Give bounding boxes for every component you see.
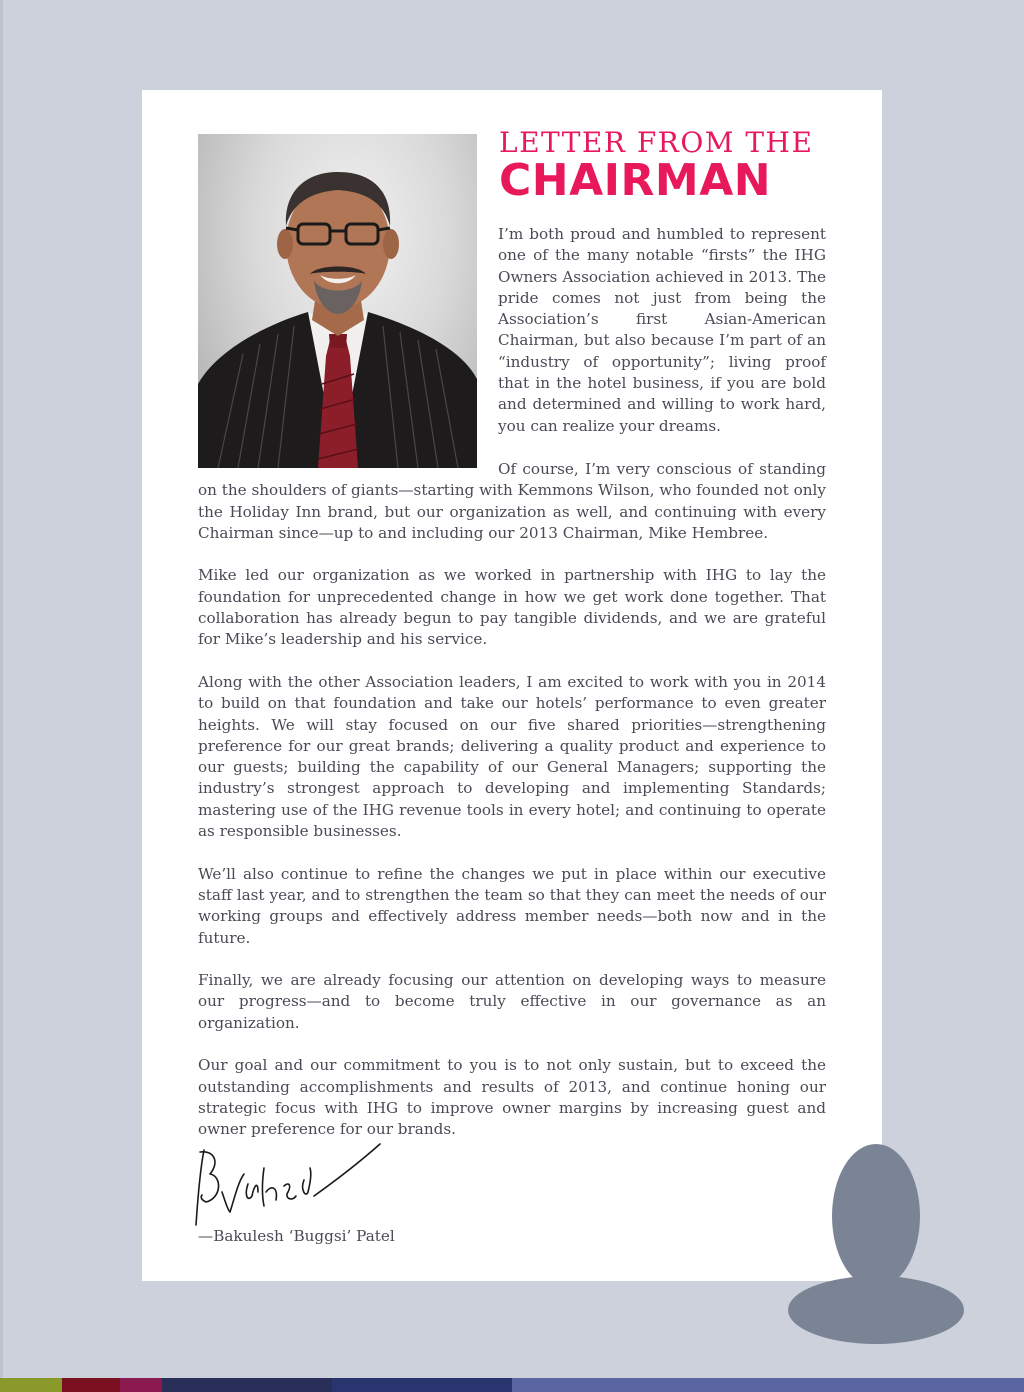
color-bar-segment — [162, 1378, 332, 1392]
signer-name: —Bakulesh ‘Buggsi’ Patel — [198, 1227, 395, 1245]
left-edge-strip — [0, 0, 3, 1378]
paragraph-executive-staff: We’ll also continue to refine the changes we put in place within our executive staff last year, and to strengthen the team so that they can meet the needs of our working groups and effectively address member needs—both now and in the future. — [198, 864, 826, 947]
handwritten-signature — [192, 1140, 387, 1230]
paragraph-priorities: Along with the other Association leaders, I am excited to work with you in 2014 to build on that foundation and take our hotels’ performance to even greater heights. We will stay focused on our five shared priorities—strengthening preference for our great brands; delivering a quality product and experience to our guests; building the capability of our General Managers; supporting the industry’s strongest approach to developing and implementing Standards; mastering use of the IHG revenue tools in every hotel; and continuing to operate as responsible businesses. — [198, 672, 826, 841]
letter-heading — [499, 126, 829, 204]
paragraph-finally: Finally, we are already focusing our attention on developing ways to measure our progress—and to become truly effective in our governance as an organization. — [198, 971, 826, 1032]
color-bar-segment — [512, 1378, 1024, 1392]
paragraph-giants: Of course, I’m very conscious of standing on the shoulders of giants—starting with Kemmons Wilson, who founded not only the Holiday Inn brand, but our organization as well, and continuing with every Chairman since—up to and including our 2013 Chairman, Mike Hembree. — [198, 460, 826, 542]
letter-body — [198, 459, 826, 1162]
user-silhouette-icon — [788, 1144, 964, 1344]
color-bar-segment — [62, 1378, 120, 1392]
heading-chairman: CHAIRMAN — [499, 155, 772, 206]
color-bar-segment — [120, 1378, 162, 1392]
paragraph-mike-led: Mike led our organization as we worked in partnership with IHG to lay the foundation for unprecedented change in how we get work done together. That collaboration has already begun to pay tangible dividends, and we are grateful for Mike’s leadership and his service. — [198, 566, 826, 649]
paragraph-goal: Our goal and our commitment to you is to not only sustain, but to exceed the outstanding accomplishments and results of 2013, and continue honing our strategic focus with IHG to improve owner margins by increasing guest and owner preference for our brands. — [198, 1056, 826, 1139]
heading-letter-from-the: LETTER FROM THE — [499, 126, 814, 159]
color-bar-segment — [332, 1378, 512, 1392]
paragraph-intro: I’m both proud and humbled to represent one of the many notable “firsts” the IHG Owners Association achieved in 2013. The pride comes not just from being the Association’s first Asian-American Chairman, but also because I’m part of an “industry of opportunity”; living proof that in the hotel business, if you are bold and determined and willing to work hard, you can realize your dreams. — [498, 225, 826, 435]
chairman-portrait — [198, 134, 477, 468]
color-bar-segment — [0, 1378, 62, 1392]
footer-color-bar — [0, 1378, 1024, 1392]
